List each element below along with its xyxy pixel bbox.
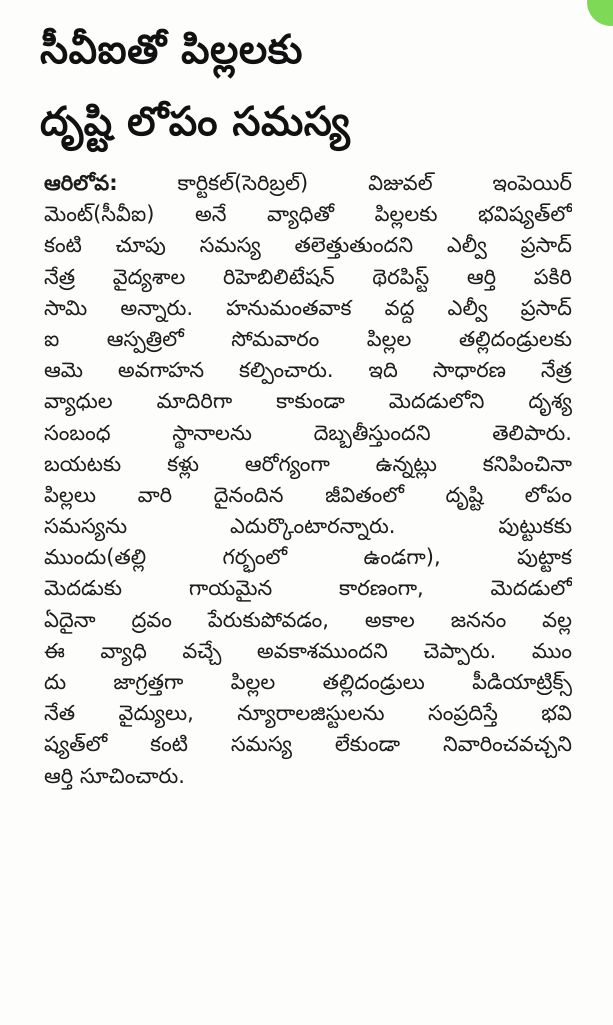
article-line: వ్యాధుల మాదిరిగా కాకుండా మెదడులోని దృశ్య xyxy=(44,389,572,414)
article-line: ముందు(తల్లి గర్భంలో ఉండగా), పుట్టాక xyxy=(44,545,572,570)
headline-line-1: సీవీఐతో పిల్లలకు xyxy=(40,27,303,73)
article-line: ఆమె అవగాహన కల్పించారు. ఇది సాధారణ నేత్ర xyxy=(44,358,572,383)
article-line: నేత్ర వైద్యశాల రిహెబిలిటేషన్ థెరపిస్ట్ ఆర్తి పకిరి xyxy=(44,264,572,289)
article-line: సామి అన్నారు. హనుమంతవాక వద్ద ఎల్వీ ప్రసాద్ xyxy=(44,295,572,320)
article-line: పిల్లలు వారి దైనందిన జీవితంలో దృష్టి లోపం xyxy=(44,482,572,507)
headline-line-2: దృష్టి లోపం సమస్య xyxy=(40,99,351,145)
dateline: ఆరిలోవ: xyxy=(44,171,118,195)
article-line: మెంట్(సీవీఐ) అనే వ్యాధితో పిల్లలకు భవిష్యత్‌లో xyxy=(44,202,572,227)
article-line-text: కార్టికల్(సెరిబ్రల్) విజువల్ ఇంపెయిర్ xyxy=(117,171,572,195)
article-line: నేత వైద్యులు, న్యూరాలజిస్టులను సంప్రదిస్తే భవి xyxy=(44,701,572,726)
article-line: ష్యత్‌లో కంటి సమస్య లేకుండా నివారించవచ్చని xyxy=(44,732,572,757)
article-line: బయటకు కళ్లు ఆరోగ్యంగా ఉన్నట్లు కనిపించినా xyxy=(44,451,572,476)
article-line: సమస్యను ఎదుర్కొంటారన్నారు. పుట్టుకకు xyxy=(44,514,572,539)
article-line: కంటి చూపు సమస్య తలెత్తుతుందని ఎల్వీ ప్రసాద్ xyxy=(44,233,572,258)
article-line: ఏదైనా ద్రవం పేరుకుపోవడం, అకాల జననం వల్ల xyxy=(44,607,572,632)
article-line: ఆర్తి సూచించారు. xyxy=(44,763,185,788)
article-line: దు జాగ్రత్తగా పిల్లల తల్లిదండ్రులు పీడియాట్రిక్స్ xyxy=(44,670,572,694)
headline xyxy=(40,14,580,158)
corner-badge-icon xyxy=(587,0,613,26)
article-body xyxy=(44,168,572,792)
article-line xyxy=(44,168,572,199)
article-line: మెదడుకు గాయమైన కారణంగా, మెదడులో xyxy=(44,576,572,601)
article-line: ఐ ఆస్పత్రిలో సోమవారం పిల్లల తల్లిదండ్రులకు xyxy=(44,326,572,351)
article-line: ఈ వ్యాధి వచ్చే అవకాశముందని చెప్పారు. ముం xyxy=(44,638,572,663)
article-line: సంబంధ స్థానాలను దెబ్బతీస్తుందని తెలిపారు. xyxy=(44,420,572,445)
